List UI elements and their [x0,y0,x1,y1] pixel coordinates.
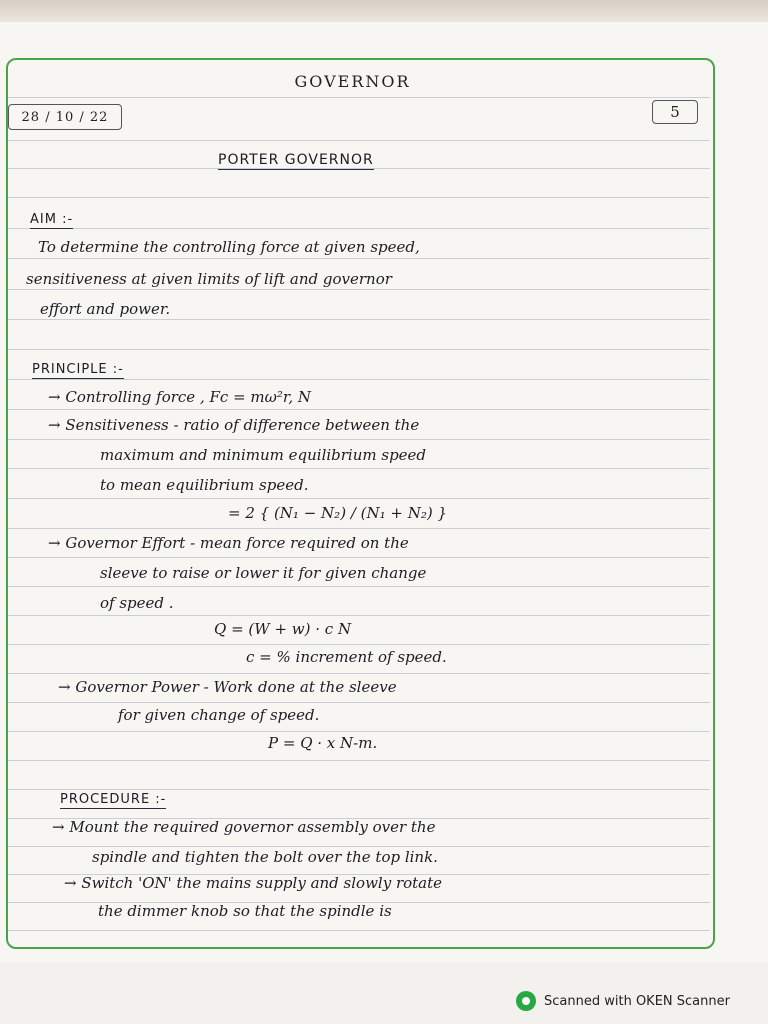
date-box: 28 / 10 / 22 [8,104,122,130]
aim-line: sensitiveness at given limits of lift and governor [26,270,392,288]
principle-line: for given change of speed. [118,706,320,724]
procedure-line: → Mount the required governor assembly over the [52,818,436,836]
document-title: PORTER GOVERNOR [218,152,374,168]
scanner-footer [516,990,730,1012]
principle-line: c = % increment of speed. [246,648,447,666]
principle-line: sleeve to raise or lower it for given change [100,564,427,582]
principle-line: to mean equilibrium speed. [100,476,309,494]
page-top-edge [0,0,768,24]
principle-line: maximum and minimum equilibrium speed [100,446,427,464]
principle-line: Q = (W + w) · c N [214,620,352,638]
page-header-title: GOVERNOR [294,72,411,91]
aim-line: effort and power. [40,300,171,318]
page-number-box: 5 [652,100,698,124]
principle-line: → Sensitiveness - ratio of difference between the [48,416,420,434]
principle-line: → Governor Power - Work done at the sleeve [58,678,397,696]
principle-line: of speed . [100,594,174,612]
principle-line: P = Q · x N-m. [268,734,378,752]
procedure-line: the dimmer knob so that the spindle is [98,902,392,920]
principle-line: = 2 { (N₁ − N₂) / (N₁ + N₂) } [228,504,448,522]
principle-heading: PRINCIPLE :- [32,362,124,377]
aim-line: To determine the controlling force at given speed, [38,238,420,256]
aim-heading: AIM :- [30,212,74,227]
oken-scanner-logo-icon [516,991,536,1011]
procedure-line: spindle and tighten the bolt over the top link. [92,848,438,866]
procedure-line: → Switch 'ON' the mains supply and slowly rotate [64,874,443,892]
principle-line: → Controlling force , Fc = mω²r, N [48,388,312,406]
principle-line: → Governor Effort - mean force required on the [48,534,409,552]
scanner-footer-text: Scanned with OKEN Scanner [544,993,730,1009]
procedure-heading: PROCEDURE :- [60,792,167,807]
